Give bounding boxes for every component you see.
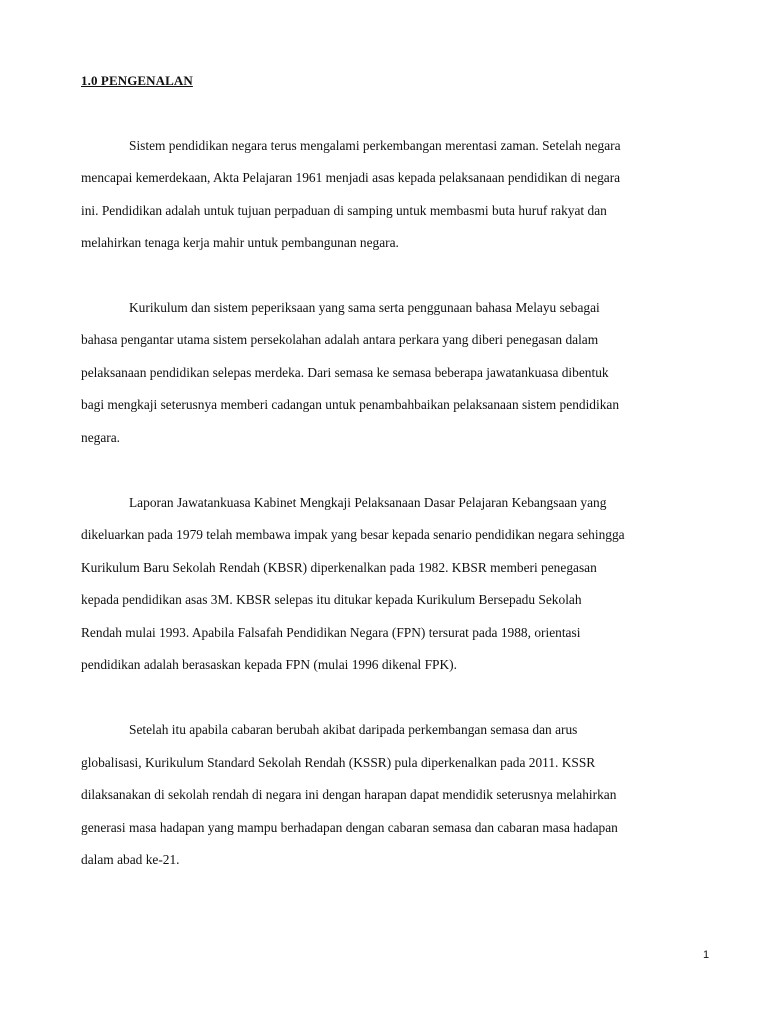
paragraph-1-line-1: Sistem pendidikan negara terus mengalami perkembangan merentasi zaman. Setelah negara bbox=[129, 138, 621, 153]
paragraph-2-line-4: bagi mengkaji seterusnya memberi cadangan untuk penambahbaikan pelaksanaan sistem pendidikan bbox=[81, 397, 620, 412]
paragraph-3-line-3: Kurikulum Baru Sekolah Rendah (KBSR) diperkenalkan pada 1982. KBSR memberi penegasan bbox=[81, 560, 597, 575]
paragraph-3-line-4: kepada pendidikan asas 3M. KBSR selepas itu ditukar kepada Kurikulum Bersepadu Sekolah bbox=[81, 592, 582, 607]
paragraph-2-line-3: pelaksanaan pendidikan selepas merdeka. Dari semasa ke semasa beberapa jawatankuasa dibentuk bbox=[81, 365, 609, 380]
paragraph-4-line-3: dilaksanakan di sekolah rendah di negara ini dengan harapan dapat mendidik seterusnya melahirkan bbox=[81, 787, 617, 802]
paragraph-2-line-2: bahasa pengantar utama sistem persekolahan adalah antara perkara yang diberi penegasan dalam bbox=[81, 332, 599, 347]
paragraph-3-line-2: dikeluarkan pada 1979 telah membawa impak yang besar kepada senario pendidikan negara sehingga bbox=[81, 527, 625, 542]
paragraph-1-line-2: mencapai kemerdekaan, Akta Pelajaran 1961 menjadi asas kepada pelaksanaan pendidikan di negara bbox=[81, 170, 621, 185]
paragraph-4-line-5: dalam abad ke-21. bbox=[81, 852, 180, 867]
paragraph-1-line-3: ini. Pendidikan adalah untuk tujuan perpaduan di samping untuk membasmi buta huruf rakyat dan bbox=[81, 203, 607, 218]
paragraph-3-line-6: pendidikan adalah berasaskan kepada FPN (mulai 1996 dikenal FPK). bbox=[81, 657, 457, 672]
paragraph-2-line-5: negara. bbox=[81, 430, 121, 445]
paragraph-4-line-2: globalisasi, Kurikulum Standard Sekolah Rendah (KSSR) pula diperkenalkan pada 2011. KSSR bbox=[81, 755, 596, 770]
paragraph-2-line-1: Kurikulum dan sistem peperiksaan yang sama serta penggunaan bahasa Melayu sebagai bbox=[129, 300, 600, 315]
paragraph-3-line-1: Laporan Jawatankuasa Kabinet Mengkaji Pelaksanaan Dasar Pelajaran Kebangsaan yang bbox=[129, 495, 607, 510]
paragraph-3-line-5: Rendah mulai 1993. Apabila Falsafah Pendidikan Negara (FPN) tersurat pada 1988, orientasi bbox=[81, 625, 581, 640]
section-heading: 1.0 PENGENALAN bbox=[81, 73, 193, 88]
paragraph-1-line-4: melahirkan tenaga kerja mahir untuk pembangunan negara. bbox=[81, 235, 399, 250]
paragraph-4-line-1: Setelah itu apabila cabaran berubah akibat daripada perkembangan semasa dan arus bbox=[129, 722, 578, 737]
paragraph-4-line-4: generasi masa hadapan yang mampu berhadapan dengan cabaran semasa dan cabaran masa hadapan bbox=[81, 820, 618, 835]
page-number: 1 bbox=[703, 949, 710, 961]
